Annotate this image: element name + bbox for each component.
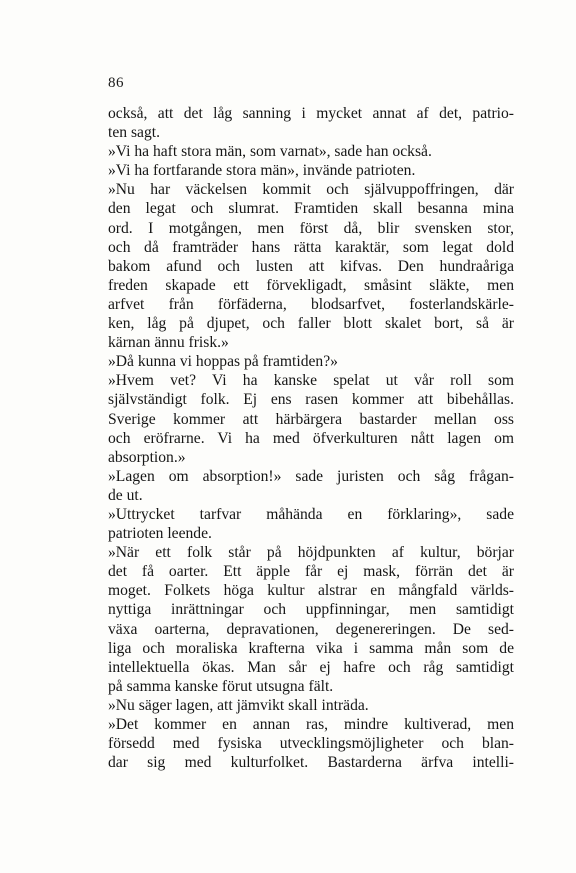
- text-line: »Det kommer en annan ras, mindre kultiverad, men: [108, 716, 514, 733]
- text-line: växa oarterna, depravationen, degenereringen. De sed-: [108, 620, 514, 638]
- text-line: absorption.»: [108, 448, 186, 466]
- text-line: ken, låg på djupet, och faller blott skalet bort, så är: [108, 315, 514, 333]
- text-line: »Uttrycket tarfvar måhända en förklaring», sade: [108, 505, 514, 523]
- text-line: »Vi ha fortfarande stora män», invände patrioten.: [108, 162, 416, 180]
- text-line: de ut.: [108, 486, 143, 504]
- text-line: »Nu har väckelsen kommit och självuppoffringen, där: [108, 181, 514, 199]
- text-line: »Då kunna vi hoppas på framtiden?»: [108, 353, 338, 371]
- text-line: självständigt folk. Ej ens rasen kommer att bibehållas.: [108, 391, 514, 409]
- body-text: [108, 104, 514, 772]
- text-line: nyttiga inrättningar och uppfinningar, men samtidigt: [108, 601, 514, 619]
- text-line: den legat och slumrat. Framtiden skall besanna mina: [108, 200, 514, 218]
- text-line: bakom afund och lusten att kifvas. Den hundraåriga: [108, 257, 514, 275]
- text-line: kärnan ännu frisk.»: [108, 334, 229, 352]
- text-line: och då framträder hans rätta karaktär, som legat dold: [108, 238, 514, 256]
- text-line: »Nu säger lagen, att jämvikt skall inträda.: [108, 696, 369, 714]
- text-line: »Lagen om absorption!» sade juristen och såg frågan-: [108, 467, 514, 485]
- text-line: ord. I motgången, men först då, blir svensken stor,: [108, 219, 514, 237]
- text-line: arfvet från förfäderna, blodsarfvet, fosterlandskärle-: [108, 295, 514, 313]
- text-line: »Vi ha haft stora män, som varnat», sade han också.: [108, 143, 432, 161]
- page-number: 86: [108, 75, 124, 91]
- text-line: liga och moraliska krafterna vika i samma mån som de: [108, 639, 514, 657]
- text-line: freden skapade ett förvekligadt, småsint släkte, men: [108, 276, 514, 294]
- text-line: intellektuella ökas. Man sår ej hafre och råg samtidigt: [108, 658, 514, 676]
- text-line: moget. Folkets höga kultur alstrar en mångfald världs-: [108, 582, 514, 600]
- text-line: patrioten leende.: [108, 525, 212, 543]
- text-line: »Hvem vet? Vi ha kanske spelat ut vår roll som: [108, 372, 514, 390]
- text-line: ten sagt.: [108, 124, 160, 142]
- text-line: »När ett folk står på höjdpunkten af kultur, börjar: [108, 544, 514, 562]
- text-line: och eröfrarne. Vi ha med öfverkulturen nått lagen om: [108, 429, 514, 447]
- text-line: dar sig med kulturfolket. Bastarderna ärfva intelli-: [108, 754, 514, 772]
- text-line: också, att det låg sanning i mycket annat af det, patrio-: [108, 105, 514, 122]
- text-line: försedd med fysiska utvecklingsmöjligheter och blan-: [108, 735, 514, 753]
- text-line: det få oarter. Ett äpple får ej mask, förrän det är: [108, 563, 514, 581]
- text-line: Sverige kommer att härbärgera bastarder mellan oss: [108, 410, 514, 428]
- text-line: på samma kanske förut utsugna fält.: [108, 677, 334, 695]
